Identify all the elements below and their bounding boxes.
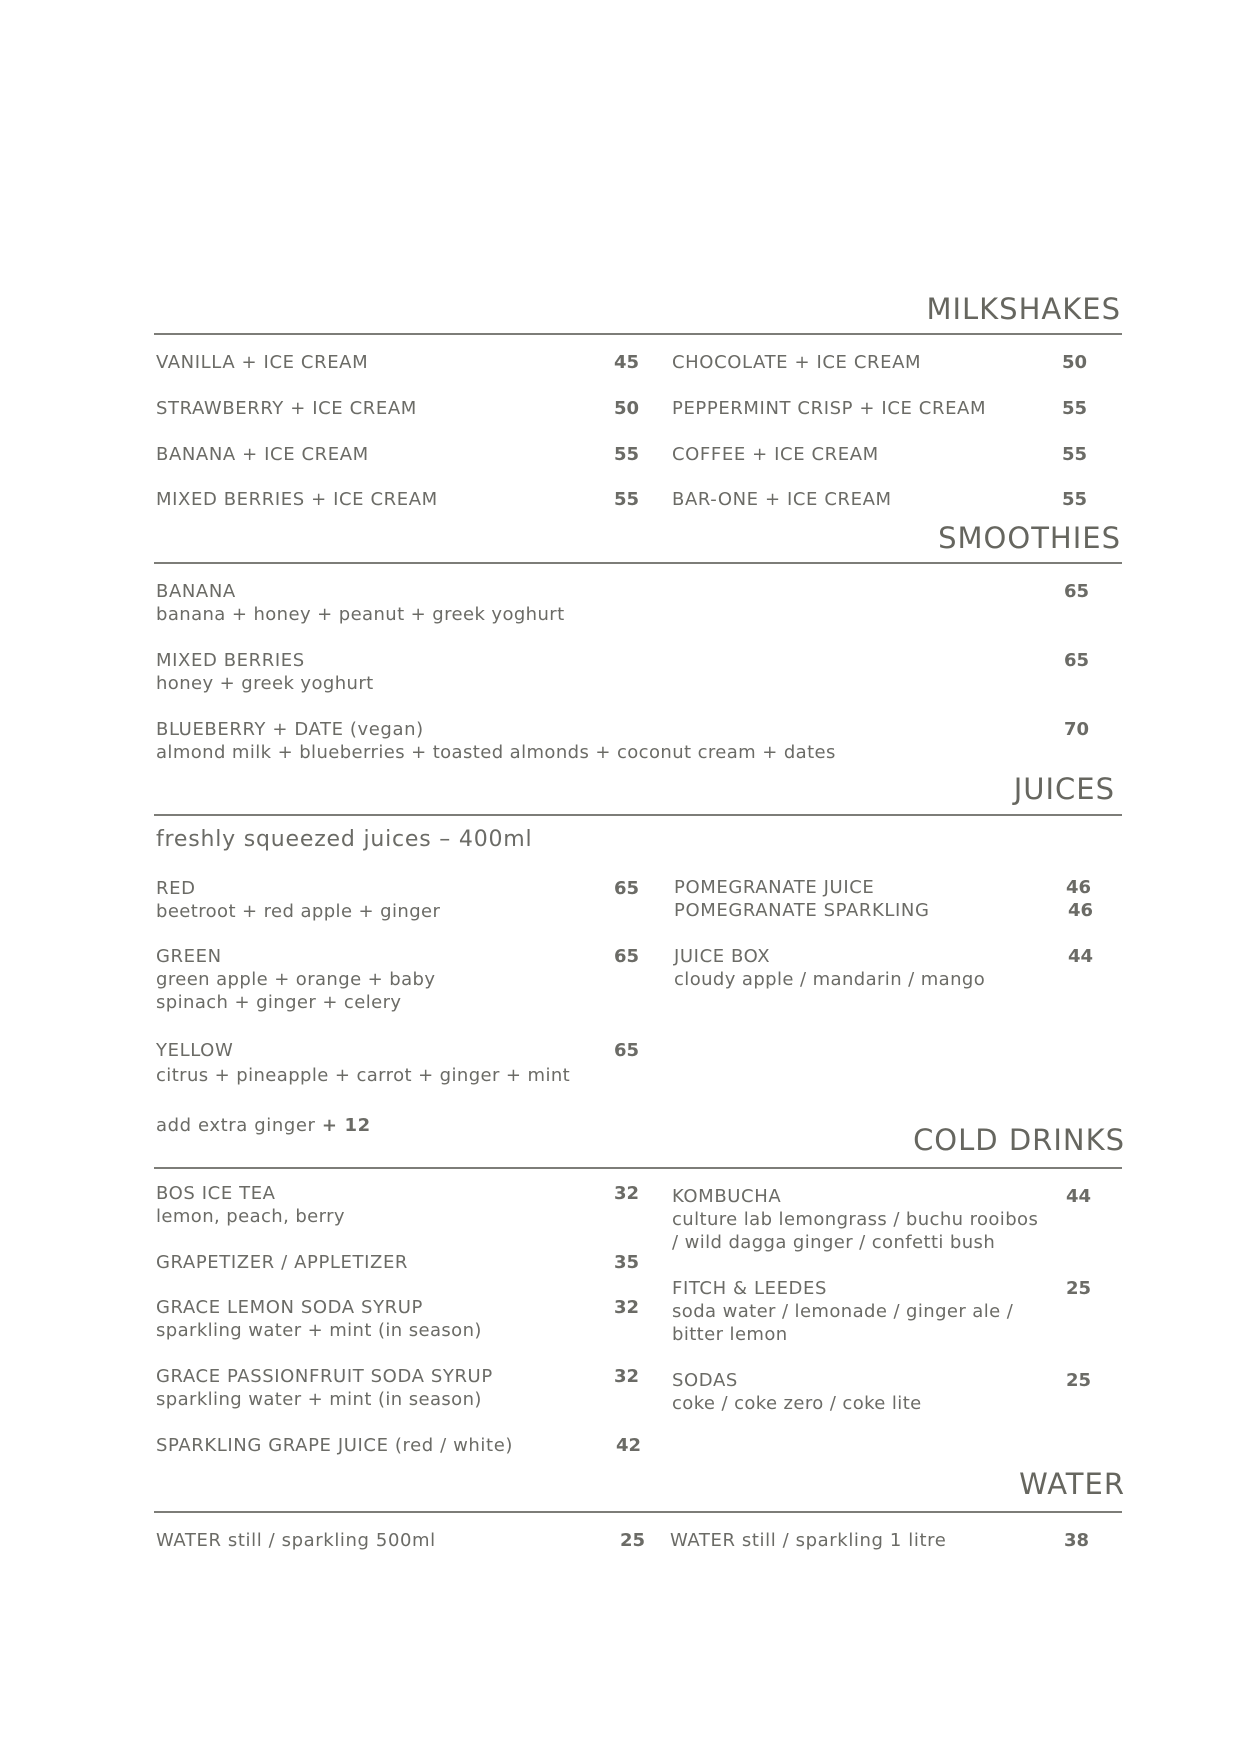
menu-item-name: BAR-ONE + ICE CREAM xyxy=(672,489,892,510)
menu-item-description: bitter lemon xyxy=(672,1324,788,1345)
menu-item-price: 65 xyxy=(1064,650,1090,671)
menu-item-name: BLUEBERRY + DATE (vegan) xyxy=(156,719,424,740)
menu-item-name: SODAS xyxy=(672,1370,738,1391)
menu-item-price: 65 xyxy=(1064,581,1090,602)
smoothies-divider xyxy=(154,562,1122,564)
menu-item-name: COFFEE + ICE CREAM xyxy=(672,444,879,465)
water-title: WATER xyxy=(1019,1467,1125,1501)
menu-item-price: 70 xyxy=(1064,719,1090,740)
menu-item-name: WATER still / sparkling 1 litre xyxy=(670,1530,947,1551)
menu-item-name: GRAPETIZER / APPLETIZER xyxy=(156,1252,409,1273)
menu-item-description: sparkling water + mint (in season) xyxy=(156,1320,482,1341)
menu-item-description: cloudy apple / mandarin / mango xyxy=(674,969,986,990)
menu-item-price: 46 xyxy=(1066,877,1092,898)
milkshakes-divider xyxy=(154,333,1122,335)
menu-item-price: 44 xyxy=(1066,1186,1092,1207)
menu-item-description: lemon, peach, berry xyxy=(156,1206,345,1227)
menu-item-name: FITCH & LEEDES xyxy=(672,1278,828,1299)
menu-item-price: 38 xyxy=(1064,1530,1090,1551)
cold-drinks-divider xyxy=(154,1167,1122,1169)
juices-subtitle: freshly squeezed juices – 400ml xyxy=(156,827,533,852)
menu-item-price: 44 xyxy=(1068,946,1094,967)
menu-item-description: sparkling water + mint (in season) xyxy=(156,1389,482,1410)
menu-item-name: BOS ICE TEA xyxy=(156,1183,276,1204)
smoothies-title: SMOOTHIES xyxy=(938,521,1121,555)
menu-item-name: SPARKLING GRAPE JUICE (red / white) xyxy=(156,1435,513,1456)
menu-item-price: 55 xyxy=(614,489,640,510)
menu-item-name: MIXED BERRIES + ICE CREAM xyxy=(156,489,438,510)
menu-item-price: 25 xyxy=(1066,1278,1092,1299)
menu-item-name: CHOCOLATE + ICE CREAM xyxy=(672,352,922,373)
menu-item-price: 55 xyxy=(1062,489,1088,510)
menu-item-name: GREEN xyxy=(156,946,222,967)
menu-item-description: banana + honey + peanut + greek yoghurt xyxy=(156,604,565,625)
menu-item-description: soda water / lemonade / ginger ale / xyxy=(672,1301,1014,1322)
menu-item-name: POMEGRANATE SPARKLING xyxy=(674,900,930,921)
menu-item-price: 45 xyxy=(614,352,640,373)
menu-item-name: JUICE BOX xyxy=(674,946,771,967)
menu-item-price: 32 xyxy=(614,1297,640,1318)
menu-item-description: beetroot + red apple + ginger xyxy=(156,901,441,922)
menu-item-description: citrus + pineapple + carrot + ginger + mint xyxy=(156,1065,571,1086)
menu-item-price: 32 xyxy=(614,1183,640,1204)
menu-item-description: spinach + ginger + celery xyxy=(156,992,402,1013)
water-divider xyxy=(154,1511,1122,1513)
menu-item-price: 42 xyxy=(616,1435,642,1456)
menu-item-name: VANILLA + ICE CREAM xyxy=(156,352,369,373)
menu-item-name: GRACE PASSIONFRUIT SODA SYRUP xyxy=(156,1366,493,1387)
menu-item-price: 65 xyxy=(614,946,640,967)
extra-ginger-note xyxy=(156,1114,371,1137)
menu-item-name: PEPPERMINT CRISP + ICE CREAM xyxy=(672,398,987,419)
menu-item-price: 25 xyxy=(620,1530,646,1551)
menu-item-description: culture lab lemongrass / buchu rooibos xyxy=(672,1209,1039,1230)
menu-item-price: 25 xyxy=(1066,1370,1092,1391)
menu-item-price: 55 xyxy=(1062,444,1088,465)
menu-item-description: coke / coke zero / coke lite xyxy=(672,1393,922,1414)
menu-item-name: BANANA xyxy=(156,581,236,602)
menu-item-description: / wild dagga ginger / confetti bush xyxy=(672,1232,996,1253)
juices-title: JUICES xyxy=(1013,772,1115,806)
menu-item-name: YELLOW xyxy=(156,1040,234,1061)
menu-item-price: 32 xyxy=(614,1366,640,1387)
extra-ginger-label: add extra ginger xyxy=(156,1115,316,1136)
menu-item-price: 65 xyxy=(614,1040,640,1061)
menu-item-name: STRAWBERRY + ICE CREAM xyxy=(156,398,417,419)
cold-drinks-title: COLD DRINKS xyxy=(913,1123,1125,1157)
menu-item-price: 50 xyxy=(1062,352,1088,373)
menu-item-price: 35 xyxy=(614,1252,640,1273)
menu-item-price: 55 xyxy=(614,444,640,465)
milkshakes-title: MILKSHAKES xyxy=(926,292,1121,326)
menu-item-description: almond milk + blueberries + toasted almonds + coconut cream + dates xyxy=(156,742,836,763)
menu-item-name: RED xyxy=(156,878,196,899)
menu-item-price: 50 xyxy=(614,398,640,419)
menu-item-price: 65 xyxy=(614,878,640,899)
extra-ginger-price: + 12 xyxy=(321,1115,371,1136)
menu-item-name: GRACE LEMON SODA SYRUP xyxy=(156,1297,424,1318)
menu-item-name: MIXED BERRIES xyxy=(156,650,305,671)
menu-item-name: WATER still / sparkling 500ml xyxy=(156,1530,436,1551)
menu-item-description: honey + greek yoghurt xyxy=(156,673,374,694)
menu-item-price: 46 xyxy=(1068,900,1094,921)
menu-item-name: BANANA + ICE CREAM xyxy=(156,444,369,465)
menu-item-description: green apple + orange + baby xyxy=(156,969,436,990)
juices-divider xyxy=(154,814,1122,816)
menu-item-price: 55 xyxy=(1062,398,1088,419)
menu-item-name: KOMBUCHA xyxy=(672,1186,782,1207)
menu-item-name: POMEGRANATE JUICE xyxy=(674,877,875,898)
